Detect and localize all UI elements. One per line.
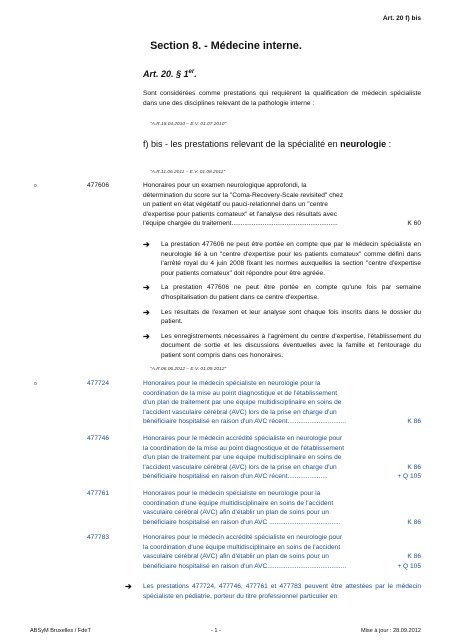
entry-description bbox=[143, 533, 421, 571]
footer-page-number: - 1 - bbox=[211, 628, 221, 634]
nomenclature-code: 477761 bbox=[87, 490, 110, 497]
nomenclature-code: 477746 bbox=[87, 435, 110, 442]
note-item bbox=[143, 308, 421, 327]
subsection-text: - les prestations relevant de la spécialité en bbox=[162, 139, 341, 149]
entry-description bbox=[143, 434, 421, 482]
k-value: K 86 bbox=[407, 518, 421, 526]
note-text: La prestation 477606 ne peut être portée en compte qu'une fois par semaine d'hospitalisation du patient dans ce centre d'expertise. bbox=[161, 284, 421, 301]
entry-line: d'un plan de traitement par une équipe multidisciplinaire en soins de bbox=[143, 454, 342, 462]
subsection-end: : bbox=[386, 139, 392, 149]
nomenclature-code: 477724 bbox=[87, 380, 110, 387]
subsection-title bbox=[143, 139, 421, 150]
k-value: K 86 bbox=[407, 463, 421, 471]
intro-paragraph: Sont considérées comme prestations qui requièrent la qualification de médecin spécialiste dans une des disciplines relevant de la pathologie interne : bbox=[143, 90, 421, 107]
entry-line: détermination du score sur la "Coma-Recovery-Scale revisited" chez bbox=[143, 191, 344, 199]
arrow-right-icon: ➔ bbox=[125, 582, 132, 591]
nomenclature-code: 477606 bbox=[87, 182, 110, 189]
entry-line: Honoraires pour le médecin accrédité spécialiste en neurologie pour bbox=[143, 435, 343, 442]
entry-line: un patient en état végétatif ou pauci-relationnel dans un "centre bbox=[143, 201, 328, 209]
notes-block-1 bbox=[143, 240, 421, 361]
footer-left: ABSyM Bruxelles / FdeT bbox=[30, 628, 91, 634]
entry-line: l'accident vasculaire cérébral (AVC) lors de la prise en charge d'un bbox=[143, 408, 337, 416]
page-header-reference: Art. 20 f) bis bbox=[382, 15, 421, 22]
amendment-reference-2: "A.R.11.06.2011 – E.V. 01.08.2011" bbox=[150, 170, 226, 175]
arrow-right-icon: ➔ bbox=[143, 283, 150, 293]
nomenclature-code: 477783 bbox=[87, 534, 110, 541]
note-item bbox=[125, 582, 421, 601]
entry-line: Honoraires pour un examen neurologique approfondi, la bbox=[143, 182, 307, 189]
entry-line: bénéficiaire hospitalisé en raison d'un AVC récent................................ bbox=[143, 418, 347, 426]
margin-marker: o bbox=[34, 183, 37, 189]
note-text: La prestation 477606 ne peut être portée en compte que par le médecin spécialiste en neurologie lié à un "centre d'expertise pour les patients comateux" comme défini dans l'arrêté royal du 4 juin 2008 fixant les normes auxquelles la section "centre d'expertise pour patients comateux" doit répondre pour être agréée. bbox=[161, 241, 421, 277]
entry-line: la coordination d'une équipe multidisciplinaire en soins de l'accident bbox=[143, 543, 341, 551]
entry-line: Honoraires pour le médecin spécialiste en neurologie pour la bbox=[143, 490, 321, 497]
footer-update-date: Mise à jour : 28.09.2012 bbox=[360, 628, 421, 634]
entry-line: Honoraires pour le médecin accrédité spécialiste en neurologie pour bbox=[143, 534, 343, 541]
amendment-reference-3: "A.R.06.06.2012 – E.V. 01.09.2012" bbox=[150, 367, 227, 372]
entry-line: vasculaire cérébral (AVC) afin d'établir un plan de soins pour un bbox=[143, 509, 329, 517]
note-item bbox=[143, 332, 421, 361]
arrow-right-icon: ➔ bbox=[143, 307, 150, 317]
entry-line: coordination de la mise au point diagnostique et de l'établissement bbox=[143, 389, 338, 397]
entry-description bbox=[143, 181, 421, 229]
section-title: Section 8. - Médecine interne. bbox=[150, 40, 302, 52]
note-text: Les enregistrements nécessaires à l'agrément du centre d'expertise, l'établissement du document de sortie et les discussions éventuelles avec la famille et l'entourage du patient sont compris dans ces honoraires. bbox=[161, 332, 421, 359]
k-value: K 60 bbox=[407, 220, 421, 228]
k-value: K 86 bbox=[407, 553, 421, 561]
amendment-reference-1: "A.R.18.04.2010 – E.V. 01.07.2010" bbox=[150, 122, 227, 127]
subsection-prefix: f) bis bbox=[143, 139, 163, 149]
note-item bbox=[143, 240, 421, 278]
q-value: + Q 105 bbox=[397, 473, 421, 481]
note-text: Les résultats de l'examen et leur analyse sont chaque fois inscrits dans le dossier du patient. bbox=[161, 308, 421, 326]
entry-line: d'expertise pour patients comateux" et l'analyse des résultats avec bbox=[143, 210, 337, 218]
entry-line: la coordination de la mise au point diagnostique et de l'établissement bbox=[143, 444, 345, 452]
article-title bbox=[143, 68, 197, 80]
note-text: Les prestations 477724, 477746, 477761 et 477783 peuvent être attestées par le médecin spécialiste en pédiatrie, porteur du titre professionnel particulier en bbox=[143, 583, 421, 600]
entry-line: bénéficiaire hospitalisé en raison d'un AVC........................................... bbox=[143, 562, 347, 570]
entry-line: coordination d'une équipe multidisciplinaire en soins de l'accident bbox=[143, 499, 334, 507]
entry-line: d'un plan de traitement par une équipe multidisciplinaire en soins de bbox=[143, 399, 342, 407]
article-title-end: . bbox=[194, 69, 197, 79]
subsection-bold-word: neurologie bbox=[340, 139, 387, 149]
arrow-right-icon: ➔ bbox=[143, 240, 150, 249]
margin-marker: o bbox=[34, 381, 37, 387]
arrow-right-icon: ➔ bbox=[143, 331, 150, 341]
article-title-main: Art. 20. § 1 bbox=[143, 69, 189, 79]
article-title-sup: er bbox=[188, 69, 195, 75]
note-item bbox=[143, 283, 421, 302]
entry-line: l'équipe chargée du traitement.......................................................... bbox=[143, 220, 338, 228]
entry-line: bénéficiaire hospitalisé en raison d'un AVC récent...................... bbox=[143, 473, 328, 481]
entry-line: vasculaire cérébral (AVC) afin d'établir un plan de soins pour un bbox=[143, 553, 329, 561]
q-value: + Q 105 bbox=[397, 562, 421, 570]
entry-description bbox=[143, 489, 421, 527]
entry-line: l'accident vasculaire cérébral (AVC) lors de la prise en charge d'un bbox=[143, 463, 337, 471]
entry-description bbox=[143, 379, 421, 427]
entry-line: Honoraires pour le médecin spécialiste en neurologie pour la bbox=[143, 380, 321, 387]
k-value: K 86 bbox=[407, 418, 421, 426]
entry-line: bénéficiaire hospitalisé en raison d'un AVC ....................................... bbox=[143, 518, 341, 526]
notes-block-2 bbox=[125, 582, 421, 601]
